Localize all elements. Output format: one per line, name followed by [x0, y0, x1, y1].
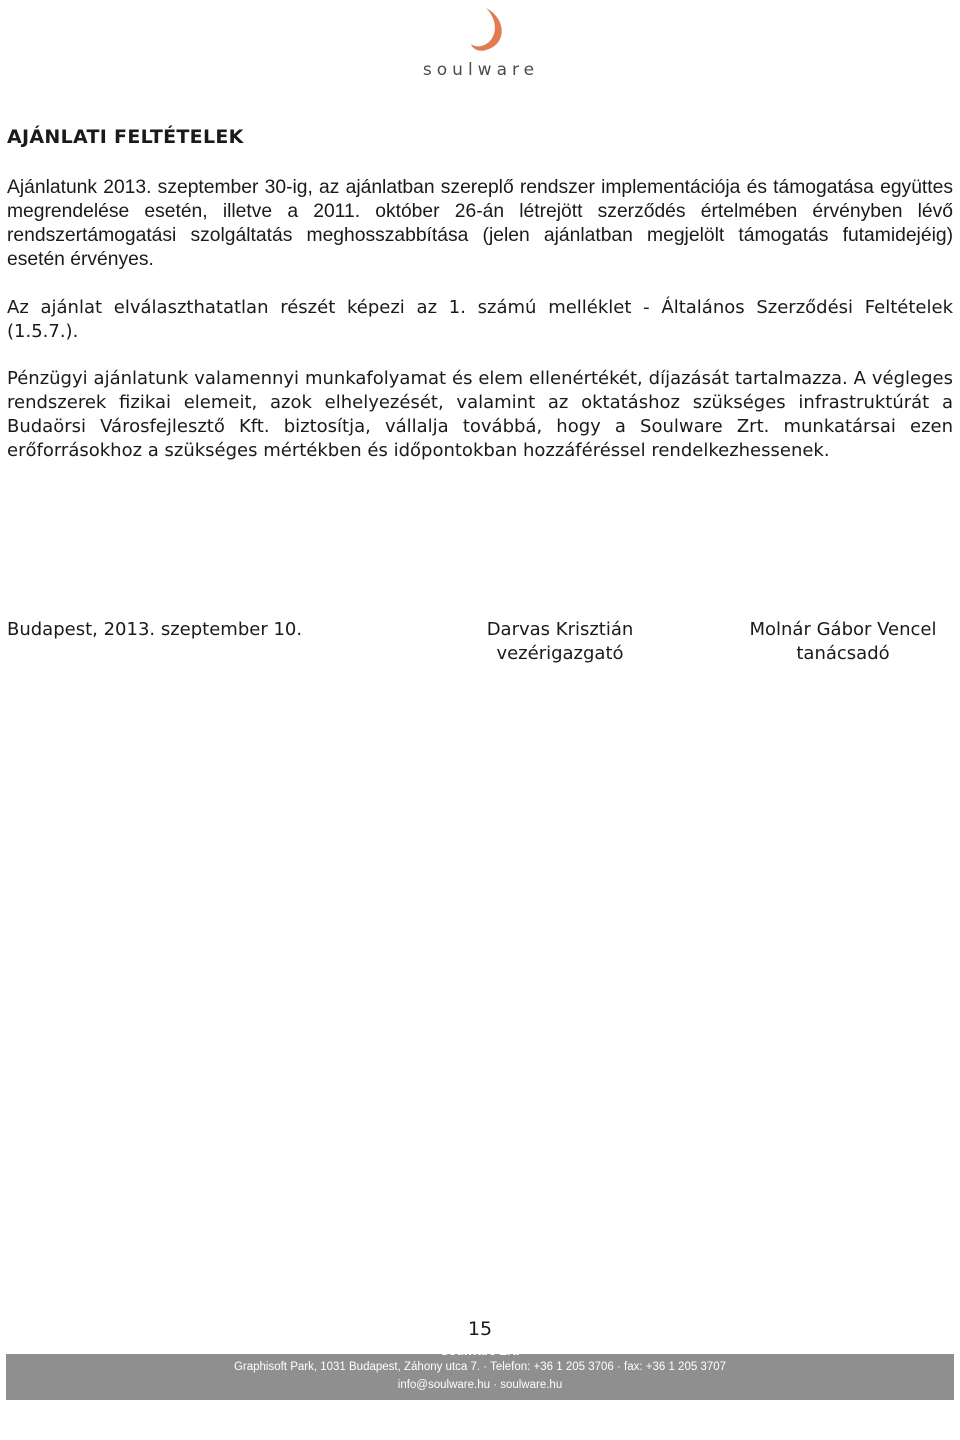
signer-title: vezérigazgató [496, 643, 624, 664]
footer-address: Graphisoft Park, 1031 Budapest, Záhony utca 7. · Telefon: +36 1 205 3706 · fax: +36 1 205 3707 [233, 1361, 727, 1373]
signature-block-1 [470, 618, 650, 666]
paragraph-validity: Ajánlatunk 2013. szeptember 30-ig, az ajánlatban szereplő rendszer implementációja és támogatása együttes megrendelése esetén, illetve a 2011. október 26-án létrejött szerződés értelmében érvényben lévő rendszertámogatási szolgáltatás meghosszabbítása (jelen ajánlatban megjelölt támogatás futamidejéig) esetén érvényes. [7, 177, 953, 270]
company-logo [410, 4, 552, 84]
footer-company: Soulware Zrt. [440, 1344, 520, 1358]
footer-contact: info@soulware.hu · soulware.hu [397, 1379, 563, 1391]
signature-place-date: Budapest, 2013. szeptember 10. [7, 619, 303, 640]
paragraph-annex: Az ajánlat elválaszthatatlan részét képezi az 1. számú melléklet - Általános Szerződési Feltételek (1.5.7.). [7, 297, 953, 342]
paragraph-financial: Pénzügyi ajánlatunk valamennyi munkafolyamat és elem ellenértékét, díjazását tartalmazza. A végleges rendszerek fizikai elemeit, azok elhelyezését, valamint az oktatáshoz szükséges infrastruktúrát a Budaörsi Városfejlesztő Kft. biztosítja, vállalja továbbá, hogy a Soulware Zrt. munkatársai ezen erőforrásokhoz a szükséges mértékben és időpontokban hozzáféréssel rendelkezhessenek. [7, 368, 953, 461]
logo-wordmark: soulware [422, 60, 540, 80]
signer-title: tanácsadó [796, 643, 890, 664]
soulware-swirl-icon [410, 4, 552, 60]
signer-name: Molnár Gábor Vencel [749, 619, 937, 640]
signature-block-2 [720, 618, 960, 666]
signer-name: Darvas Krisztián [486, 619, 634, 640]
section-heading: AJÁNLATI FELTÉTELEK [7, 126, 244, 148]
page-number: 15 [467, 1318, 493, 1340]
